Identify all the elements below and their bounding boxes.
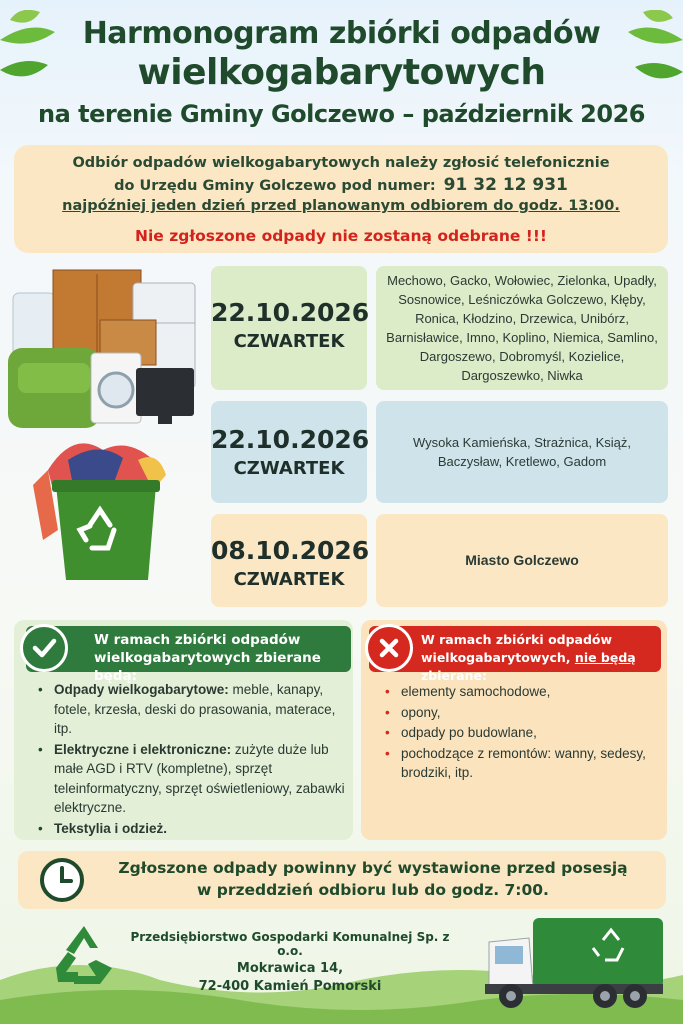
- page-subtitle: na terenie Gminy Golczewo – październik 2026: [38, 100, 645, 128]
- schedule-places-box: [376, 266, 668, 390]
- phone-number: 91 32 12 931: [443, 175, 568, 195]
- schedule-day: CZWARTEK: [233, 331, 345, 352]
- rejected-list: [383, 682, 653, 784]
- page-title-line2: wielkogabarytowych: [137, 52, 546, 93]
- check-icon: [20, 624, 68, 672]
- page-title-line1: Harmonogram zbiórki odpadów: [82, 16, 601, 51]
- schedule-places-box: [376, 401, 668, 503]
- schedule-date-box: [211, 401, 370, 503]
- accepted-panel: [14, 620, 353, 840]
- schedule-date: 08.10.2026: [211, 536, 370, 565]
- schedule-date: 22.10.2026: [211, 425, 370, 454]
- schedule-day: CZWARTEK: [233, 458, 345, 479]
- list-item: • Tekstylia i odzież.: [36, 819, 348, 839]
- notice-box: [14, 145, 668, 253]
- note-line2: w przeddzień odbioru lub do godz. 7:00.: [197, 881, 549, 899]
- clock-icon: [38, 856, 86, 904]
- rejected-heading-line1: W ramach zbiórki odpadów: [421, 632, 613, 647]
- accepted-list: [36, 680, 348, 839]
- list-item: • elementy samochodowe,: [383, 682, 653, 702]
- list-item: • odpady po budowlane,: [383, 723, 653, 743]
- rejected-heading-line2: wielkogabarytowych, nie będą zbierane:: [421, 650, 636, 683]
- company-city: 72-400 Kamień Pomorski: [198, 979, 382, 994]
- accepted-heading-line1: W ramach zbiórki odpadów: [94, 632, 301, 648]
- rejected-panel: [361, 620, 667, 840]
- list-item: • pochodzące z remontów: wanny, sedesy, brodziki, itp.: [383, 744, 653, 783]
- company-footer: [120, 930, 460, 994]
- notice-deadline: najpóźniej jeden dzień przed planowanym odbiorem do godz. 13:00.: [62, 198, 620, 214]
- notice-line2-text: do Urzędu Gminy Golczewo pod numer:: [114, 178, 436, 194]
- accepted-heading-line2: wielkogabarytowych zbierane będą:: [94, 650, 321, 684]
- schedule-places: Wysoka Kamieńska, Strażnica, Książ, Baczysław, Kretlewo, Gadom: [412, 435, 632, 469]
- collection-time-note: [18, 851, 666, 909]
- notice-line2: [14, 175, 668, 195]
- company-name: Przedsiębiorstwo Gospodarki Komunalnej Sp. z o.o.: [130, 930, 450, 958]
- notice-line1: Odbiór odpadów wielkogabarytowych należy zgłosić telefonicznie: [72, 155, 610, 171]
- notice-warning: Nie zgłoszone odpady nie zostaną odebrane !!!: [135, 227, 547, 245]
- furniture-illustration: [8, 268, 203, 433]
- list-item: • opony,: [383, 703, 653, 723]
- schedule-places: Mechowo, Gacko, Wołowiec, Zielonka, Upadły, Sosnowice, Leśniczówka Golczewo, Kłęby, Ronica, Kłodzino, Drzewica, Unibórz, Barnisławice, Imno, Koplino, Niemica, Samlino, Dargoszewo, Dobromyśl, Kozielice, Dargoszewko, Niwka: [386, 273, 658, 383]
- schedule-date-box: [211, 266, 370, 390]
- list-item: • Odpady wielkogabarytowe: meble, kanapy, fotele, krzesła, deski do prasowania, materace, itp.: [36, 680, 348, 739]
- schedule-date: 22.10.2026: [211, 298, 370, 327]
- textile-bin-illustration: [28, 430, 173, 590]
- accepted-heading: [26, 626, 351, 684]
- list-item: • Elektryczne i elektroniczne: zużyte duże lub małe AGD i RTV (kompletne), sprzęt teleinformatyczny, sprzęt oświetleniowy, zabawki elektryczne.: [36, 740, 348, 818]
- schedule-date-box: [211, 514, 370, 607]
- schedule-day: CZWARTEK: [233, 569, 345, 590]
- company-street: Mokrawica 14,: [236, 961, 344, 976]
- cross-icon: [365, 624, 413, 672]
- schedule-places: Miasto Golczewo: [465, 552, 579, 568]
- garbage-truck-icon: [485, 912, 665, 1012]
- note-line1: Zgłoszone odpady powinny być wystawione przed posesją: [118, 859, 628, 877]
- recycle-icon: [48, 922, 120, 988]
- schedule-places-box: [376, 514, 668, 607]
